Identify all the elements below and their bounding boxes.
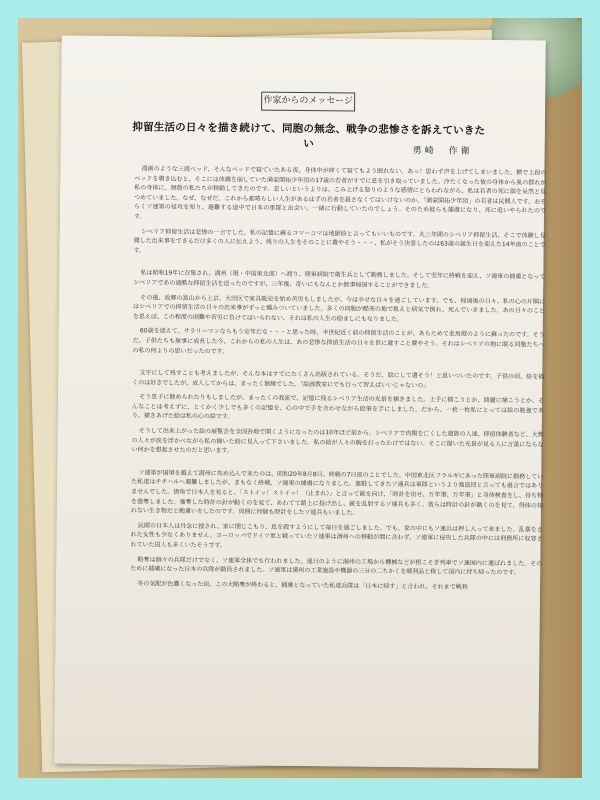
paragraph: シベリア抑留生活は悲惨の一言でした。私の記憶に蘇るコマーコマは地獄絵と言ってもいいものです。丸三年間のシベリア抑留生活、そこで体験し見聞した出来事をできるだけ多くの人に伝えよう、残りの人生をそのことに費やそう・・・、私がそう決意したのは63歳の誕生日を迎えた14年前のことです。 [133, 227, 546, 255]
paragraph: 文字にして残すことも考えましたが、そんな本はすでにたくさん出版されている。そうだ、絵にして遺そう！と思いついたのです。子供の頃、絵を描くのは好きでしたが、成人してからは、まったく無縁でした。「絵画教室にでも行って習えばいいじゃないの」 [132, 369, 545, 390]
paragraph: 私は昭和19年に召集され、満州（現・中国東北部）へ渡り、陸軍病院で衛生兵として勤務しました。そして翌年に終戦を迎え、ソ連軍の捕虜となってシベリアであの過酷な抑留生活を送ったのですが、三年後、奇いにもなんとか無事帰国することができました。 [133, 269, 546, 290]
paragraph: そうして出来上がった絵の展覧会を全国各地で開くようになったのは10年ほど前から。シベリアで肉親を亡くした遺族の人達、抑留体験者など、大勢の人々が涙を浮かべながら私の描いた絵に見入って下さいました。私の絵が人々の胸を打ったわけではない。そこに描いた光景が見る人に言葉にならない何かを想起させたのだと思います。 [131, 427, 544, 455]
body-text [130, 164, 546, 598]
paragraph: ソ連軍が国境を越えて満州に攻め込んで来たのは、昭和20年8月8日、終戦の7日前のことでした。中国東北区フラルギにあった陸軍病院に勤務していた私達はチチハルへ避難しましたが、まもなく終戦、ソ連軍の捕虜になりました。進駐してきたソ連兵は軍隊というより強盗団と言っても過言ではありませんでした。街角で日本人を見ると、「ストイッ！ストイッ！（止まれ）」と言って銃を向け、「時計を出せ、万年筆、万年筆」と身体検査をし、持ち物を強奪しました。強奪した時計の針が動くのを見て、あわてて路上に投げ出し、銃を乱射するソ連兵も多く、彼らは時計の針が動くのを見て、得体の知れない生き物だと勘違いをしたのです。周囲に何個も時計をしたソ連兵もいました。 [130, 469, 544, 517]
message-label: 作家からのメッセージ [261, 92, 355, 112]
paragraph: 略奪は個々の兵隊だけでなく、ソ連軍全体でも行われました。連日のように満州の工場から機械などが根こそぎ列車でソ連国内に運ばれました。そのために捕虜になった日本の兵隊が動員されました。ソ連軍は満州の工業施設や機器の三分の二ちかくを戦利品と称して国内に持ち帰ったのです。 [130, 555, 543, 577]
photo-frame [18, 18, 582, 778]
paragraph: そう息子に勧められたりもしましたが、まったくの我流で、記憶に残るシベリア生活の光景を描きました。上手に描こうとか、綺麗に描こうとか、そんなことは考えずに、とくかく少しでも多くの記憶を、心の中で手を合わせながら絵筆を手にしました。だから、一枚一枚私にとっては絵の勉強であり、描きあげた絵は私の心の絵です。 [131, 393, 545, 421]
paragraph: その後、故郷の富山から上京、大田区で家具販売を始め苦労もしましたが、今は幸せな日々を過ごしています。でも、帰国後の日々、私の心の片隅にはシベリアでの抑留生活の日々の出来事がずっと燻みついていました。多くの同胞が酷寒の地で飢えと病気で倒れ、死んでいきました。あの日々のことを思えば、この程度の困難や苦労に負けてはいられない、それは私の人生の励ましにもなりました。 [132, 293, 546, 323]
author-name: 勇崎 作衛 [412, 146, 473, 157]
paragraph: 漫画のような三段ベッド、そんなベッドで寝ていたある夜、身体中が痒くて寝てもよう眠れない。あっ！思わず声を上げてしまいました。横で上段のベッドを覗き込むと、そこには体調を崩していた満蒙開拓少年団の17歳の若者がすでに息を引き取っていました。冷たくなった彼の身体から虱の群れが私の身体に、無数の私たちが移動してきたのです。悲しいというよりは、こみ上げる怒りのような感情にとらわれながら、私は若者の死に顔を呆然と見つめていました。なぜ、なぜだ。これから素晴らしい人生があるはずの若者を殺さなくてはいけないのか。「満蒙開拓少年団」の若者は民間人です。おそらくソ連軍の侵攻を知り、避難する途中で日本の軍隊と出会い、一緒に行動していたのでしょう。そのため彼らも捕虜になり、死に追いやられたのです。 [133, 165, 547, 221]
document-sheet [54, 35, 546, 768]
paragraph: 民間の日本人は丹念に捜され、家に閉じこもり、息を殺すようにして毎日を過ごしました。でも、家の中にもソ連兵は押し入って来ました。乱暴をされた女性も少なくありません。ヨーロッパでドイツ軍と戦っていたソ連軍は満州への移動が間に合わず、ソ連軍に侵攻した兵隊の中には刑務所に収容されていた囚人も多くいたそうです。 [130, 522, 543, 550]
paragraph: 冬の気配が色濃くなった頃、この大略奪が終わると、捕虜となっていた私達兵隊は「日本に帰す」と言われ、それまで戦利 [137, 580, 468, 591]
document-title: 抑留生活の日々を描き続けて、同胞の無念、戦争の悲惨さを訴えていきたい [132, 121, 486, 151]
paragraph: 60歳を迎えて、サラリーマンならもう定年だな・・・と思った時、半世紀近く前の抑留生活のことが、あらためて走馬燈のように蘇ったのです。そうだ、子供たちも無事に成長した今、これからの私の人生は、あの悲惨な抑留生活の日々を世に遺すこと費やそう。それはシベリアの地に眠る同胞たちへの私の何よりの思いだったのです。 [132, 327, 545, 355]
